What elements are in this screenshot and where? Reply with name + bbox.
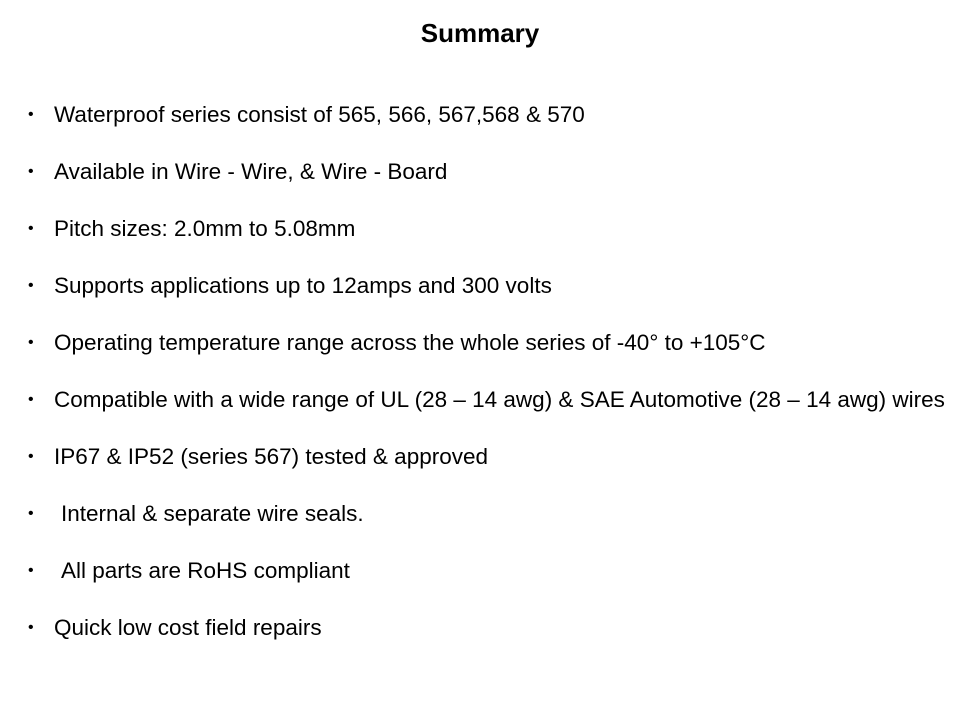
bullet-list [28, 100, 948, 670]
bullet-text: All parts are RoHS compliant [61, 558, 350, 583]
bullet-icon: • [28, 106, 34, 123]
bullet-text: Available in Wire - Wire, & Wire - Board [54, 159, 448, 184]
list-item [28, 271, 948, 300]
list-item [28, 556, 948, 585]
list-item [28, 385, 948, 414]
bullet-icon: • [28, 562, 34, 579]
list-item [28, 157, 948, 186]
bullet-icon: • [28, 277, 34, 294]
bullet-text: Pitch sizes: 2.0mm to 5.08mm [54, 216, 356, 241]
bullet-text: Internal & separate wire seals. [61, 501, 364, 526]
bullet-icon: • [28, 220, 34, 237]
list-item [28, 442, 948, 471]
bullet-icon: • [28, 334, 34, 351]
bullet-icon: • [28, 619, 34, 636]
bullet-icon: • [28, 163, 34, 180]
bullet-text: Waterproof series consist of 565, 566, 567,568 & 570 [54, 102, 585, 127]
bullet-text: Compatible with a wide range of UL (28 – 14 awg) & SAE Automotive (28 – 14 awg) wires [54, 387, 945, 412]
bullet-text: IP67 & IP52 (series 567) tested & approved [54, 444, 489, 469]
bullet-icon: • [28, 391, 34, 408]
bullet-text: Operating temperature range across the whole series of -40° to +105°C [54, 330, 766, 355]
bullet-text: Quick low cost field repairs [54, 615, 322, 640]
list-item [28, 613, 948, 642]
slide-title: Summary [420, 18, 540, 48]
list-item [28, 214, 948, 243]
bullet-icon: • [28, 505, 34, 522]
bullet-text: Supports applications up to 12amps and 300 volts [54, 273, 552, 298]
list-item [28, 328, 948, 357]
bullet-icon: • [28, 448, 34, 465]
list-item [28, 100, 948, 129]
list-item [28, 499, 948, 528]
